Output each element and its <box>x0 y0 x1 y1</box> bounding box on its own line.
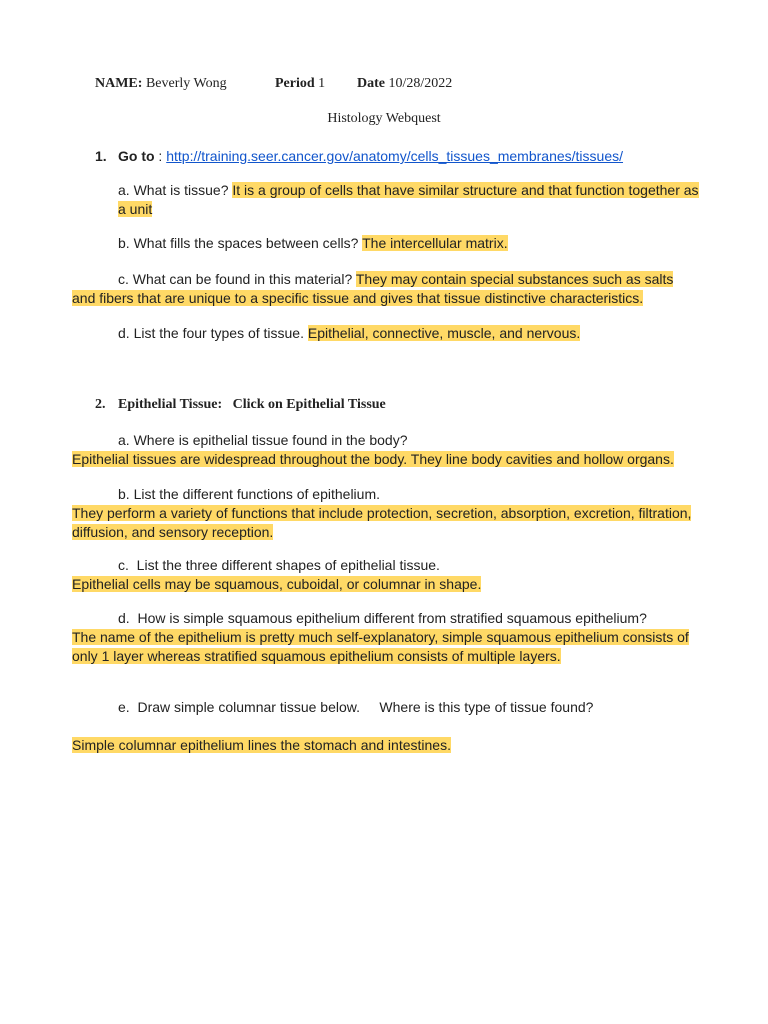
section-1-number: 1. <box>95 148 107 164</box>
s2-question-e: e. Draw simple columnar tissue below. Where is this type of tissue found? <box>118 699 594 715</box>
section-1-goto <box>118 148 623 164</box>
s2-question-c: c. List the three different shapes of epithelial tissue. <box>118 557 440 573</box>
name-value: Beverly Wong <box>145 76 227 91</box>
s1-question-a-text: a. What is tissue? <box>118 182 229 198</box>
s1-question-d-text: d. List the four types of tissue. <box>118 325 304 341</box>
date-label: Date <box>357 76 385 91</box>
date-value: 10/28/2022 <box>388 76 453 91</box>
s2-question-d: d. How is simple squamous epithelium different from stratified squamous epithelium? <box>118 610 647 626</box>
s2-answer-b: They perform a variety of functions that include protection, secretion, absorption, excretion, filtration, diffusion, and sensory reception. <box>72 505 692 540</box>
s1-question-b-text: b. What fills the spaces between cells? <box>118 235 359 251</box>
header-line <box>95 76 227 92</box>
s1-question-a <box>118 181 708 218</box>
period-field <box>275 76 325 92</box>
s1-question-c-text: c. What can be found in this material? <box>118 271 353 287</box>
s1-answer-b: The intercellular matrix. <box>362 235 508 251</box>
s2-question-a: a. Where is epithelial tissue found in the body? <box>118 432 408 448</box>
s2-answer-e-line <box>72 736 712 755</box>
s1-answer-c: They may contain special substances such as salts and fibers that are unique to a specific tissue and gives that tissue distinctive characteristics. <box>72 271 674 306</box>
date-field <box>357 76 452 92</box>
s1-question-c <box>72 270 687 307</box>
s2-answer-b-block <box>72 504 697 541</box>
s2-answer-d-block <box>72 628 697 665</box>
s1-answer-d: Epithelial, connective, muscle, and nervous. <box>307 325 581 341</box>
section-2-number: 2. <box>95 397 106 412</box>
s1-question-d <box>118 325 580 341</box>
s1-answer-a: It is a group of cells that have similar structure and that function together as a unit <box>118 182 699 217</box>
s2-answer-e: Simple columnar epithelium lines the stomach and intestines. <box>72 737 451 753</box>
tissues-url-link[interactable]: http://training.seer.cancer.gov/anatomy/cells_tissues_membranes/tissues/ <box>166 148 624 164</box>
goto-separator: : <box>154 148 167 164</box>
name-label: NAME: <box>95 76 143 91</box>
s2-answer-a: Epithelial tissues are widespread throughout the body. They line body cavities and hollow organs. <box>72 451 674 467</box>
section-2-heading: Epithelial Tissue: Click on Epithelial Tissue <box>118 397 386 412</box>
period-value: 1 <box>318 76 326 91</box>
s2-answer-a-line <box>72 450 712 469</box>
s2-answer-c-line <box>72 575 712 594</box>
s1-question-b <box>118 235 508 251</box>
page-title: Histology Webquest <box>327 111 441 126</box>
s2-answer-d: The name of the epithelium is pretty much self-explanatory, simple squamous epithelium consists of only 1 layer whereas stratified squamous epithelium consists of multiple layers. <box>72 629 689 664</box>
s2-answer-c: Epithelial cells may be squamous, cuboidal, or columnar in shape. <box>72 576 482 592</box>
s2-question-b: b. List the different functions of epithelium. <box>118 486 381 502</box>
goto-label: Go to <box>118 148 155 164</box>
period-label: Period <box>275 76 315 91</box>
